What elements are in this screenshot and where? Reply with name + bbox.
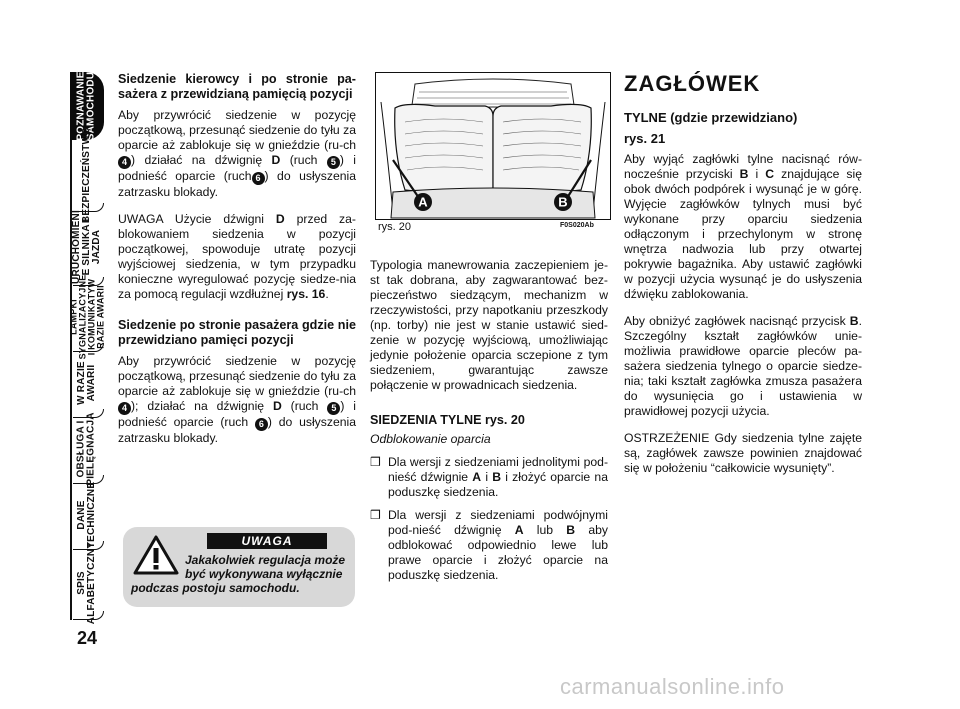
watermark: carmanualsonline.info — [560, 674, 785, 699]
subheading-ref: rys. 21 — [624, 131, 666, 146]
paragraph-mechanism: Typologia manewrowania zaczepieniem je-st tak dobrana, aby zagwarantować bez-pieczeństwo siedzącym, mechanizm w rzeczywistości, przy napotkaniu przeszkody (np. torby) nie jest w stanie ustawić sied-zenie w pozycję wyjściową, umożliwiając jedynie położenie oparcia sczepione z tym siedzeniem, gwarantując zawsze połączenie w prowadnicach siedzenia. — [370, 258, 608, 392]
list-item — [370, 455, 608, 500]
column-2 — [370, 258, 608, 591]
step-4-icon: 4 — [118, 156, 131, 169]
figure-label-b: B — [558, 194, 568, 210]
figure-caption: rys. 20 — [378, 221, 412, 233]
tab-uruchomienie-silnika[interactable] — [70, 212, 104, 282]
list-item-text: Dla wersji z siedzeniami jednolitymi pod-nieść dźwignie A i B i złożyć oparcie na poduszkę siedzenia. — [388, 455, 608, 499]
checkbox-bullet-icon: ❒ — [370, 455, 381, 469]
step-4-icon: 4 — [118, 402, 131, 415]
step-6-icon: 6 — [255, 418, 268, 431]
tab-label: URUCHOMIENI E SILNIKA I JAZDA — [71, 210, 102, 284]
column-1 — [118, 72, 356, 458]
tab-label: POZNAWANIE SAMOCHODU — [76, 71, 98, 141]
warning-line: podczas postoju samochodu. — [131, 581, 300, 595]
step-5-icon: 5 — [327, 156, 340, 169]
tab-label: W RAZIE AWARII — [76, 361, 97, 405]
heading-driver-seat-memory: Siedzenie kierowcy i po stronie pa-sażera z przewidzianą pamięcią pozycji — [118, 72, 356, 101]
tab-label: DANE TECHNICZNE — [76, 481, 98, 549]
checkbox-bullet-icon: ❒ — [370, 508, 381, 522]
heading-rear-seats: SIEDZENIA TYLNE rys. 20 — [370, 413, 525, 427]
tab-w-razie-awarii[interactable] — [70, 352, 104, 414]
warning-box — [123, 527, 355, 607]
page-number: 24 — [76, 628, 98, 648]
paragraph-warning-headrest: OSTRZEŻENIE Gdy siedzenia tylne zajęte są, zagłówek zawsze powinien znajdować się w położeniu “całkowicie wysunięty”. — [624, 431, 862, 475]
warning-line: Jakakolwiek regulacja może — [185, 553, 346, 567]
figure-label-a: A — [418, 194, 428, 210]
warning-title: UWAGA — [207, 533, 327, 549]
heading-passenger-seat: Siedzenie po stronie pasażera gdzie nie przewidziano pamięci pozycji — [118, 318, 356, 347]
step-6-icon: 6 — [252, 172, 265, 185]
paragraph-uwaga-lever: UWAGA Użycie dźwigni D przed za-blokowaniem siedzenia w pozycji początkowej, spowoduje utratę pozycji wyjściowej siedzenia, w tym przypadku konieczne wyregulować pozycję siedze-nia za pomocą regulacji wzdłużnej rys. 16. — [118, 212, 356, 301]
tab-label: SPIS ALFABETYCZNY — [76, 541, 97, 625]
subheading-rear: TYLNE (gdzie przewidziano) — [624, 110, 798, 125]
tab-spis-alfabetyczny[interactable] — [70, 541, 104, 625]
figure-rear-seats — [375, 72, 611, 232]
tab-label: BEZPIECZEŃSTWO — [81, 126, 93, 224]
tab-lampki-sygnalizacyjne[interactable] — [68, 274, 105, 360]
tab-dane-techniczne[interactable] — [70, 481, 104, 549]
tab-label: LAMPKI SYGNALIZACYJNE I KOMUNIKATYW RAZIE AWARII — [68, 274, 105, 360]
column-3 — [624, 72, 862, 488]
paragraph-passenger-restore: Aby przywrócić siedzenie w pozycję początkową, przesunąć siedzenie do tyłu za oparcie aż zablokuje się w gnieździe (ru-ch 4 ); działać na dźwignię D (ruch 5 ) i podnieść oparcie (ruch 6 ) do usłyszenia zatrzasku blokady. — [118, 354, 357, 445]
paragraph-remove-headrests: Aby wyjąć zagłówki tylne nacisnąć rów-nocześnie przyciski B i C znajdujące się obok dwóch podpórek i wysunąć je w górę. Wyjęcie zagłówków tylnych musi być wykonane przy oparciu siedzenia odłączonym i przechylonym w stronę wnętrza nadwozia lub przy otwartej pokrywie bagażnika. Aby ustawić zagłówki w pozycji użycia wysunąć je do usłyszenia dźwięku zablokowania. — [624, 152, 862, 301]
warning-text — [131, 553, 351, 595]
paragraph-restore-position: Aby przywrócić siedzenie w pozycję początkową, przesunąć siedzenie do tyłu za oparcie aż zablokuje się w gnieździe (ru-ch 4 ) działać na dźwignię D (ruch 5 ) i podnieść oparcie (ruch 6 ) do usłyszenia zatrzasku blokady. — [118, 108, 356, 199]
subheading-unlock-backrest: Odblokowanie oparcia — [370, 432, 491, 446]
section-title-zaglowek: ZAGŁÓWEK — [624, 71, 761, 96]
tab-bezpieczenstwo[interactable] — [70, 126, 104, 224]
list-item — [370, 508, 608, 583]
step-5-icon: 5 — [327, 402, 340, 415]
tab-label: OBSŁUGA I PIELĘGNACJA — [76, 412, 98, 486]
paragraph-lower-headrest: Aby obniżyć zagłówek nacisnąć przycisk B. Szczególny kształt zagłówków unie-możliwia prawidłowe oparcie pleców pa-sażera siedzenia tylnego o oparcie siedze-nia; taki kształt zagłówka zmusza pasażera do wysunięcia go i ustawienia w prawidłowej pozycji użycia. — [624, 314, 862, 418]
warning-line: być wykonywana wyłącznie — [185, 567, 343, 581]
list-item-text: Dla wersji z siedzeniami podwójnymi pod-nieść dźwignię A lub B aby odblokować odpowiednio lewe lub prawe oparcie i złożyć oparcie na poduszkę siedzenia. — [388, 508, 608, 582]
tab-obsluga-pielegnacja[interactable] — [70, 412, 104, 486]
figure-code: F0S020Ab — [560, 222, 594, 229]
